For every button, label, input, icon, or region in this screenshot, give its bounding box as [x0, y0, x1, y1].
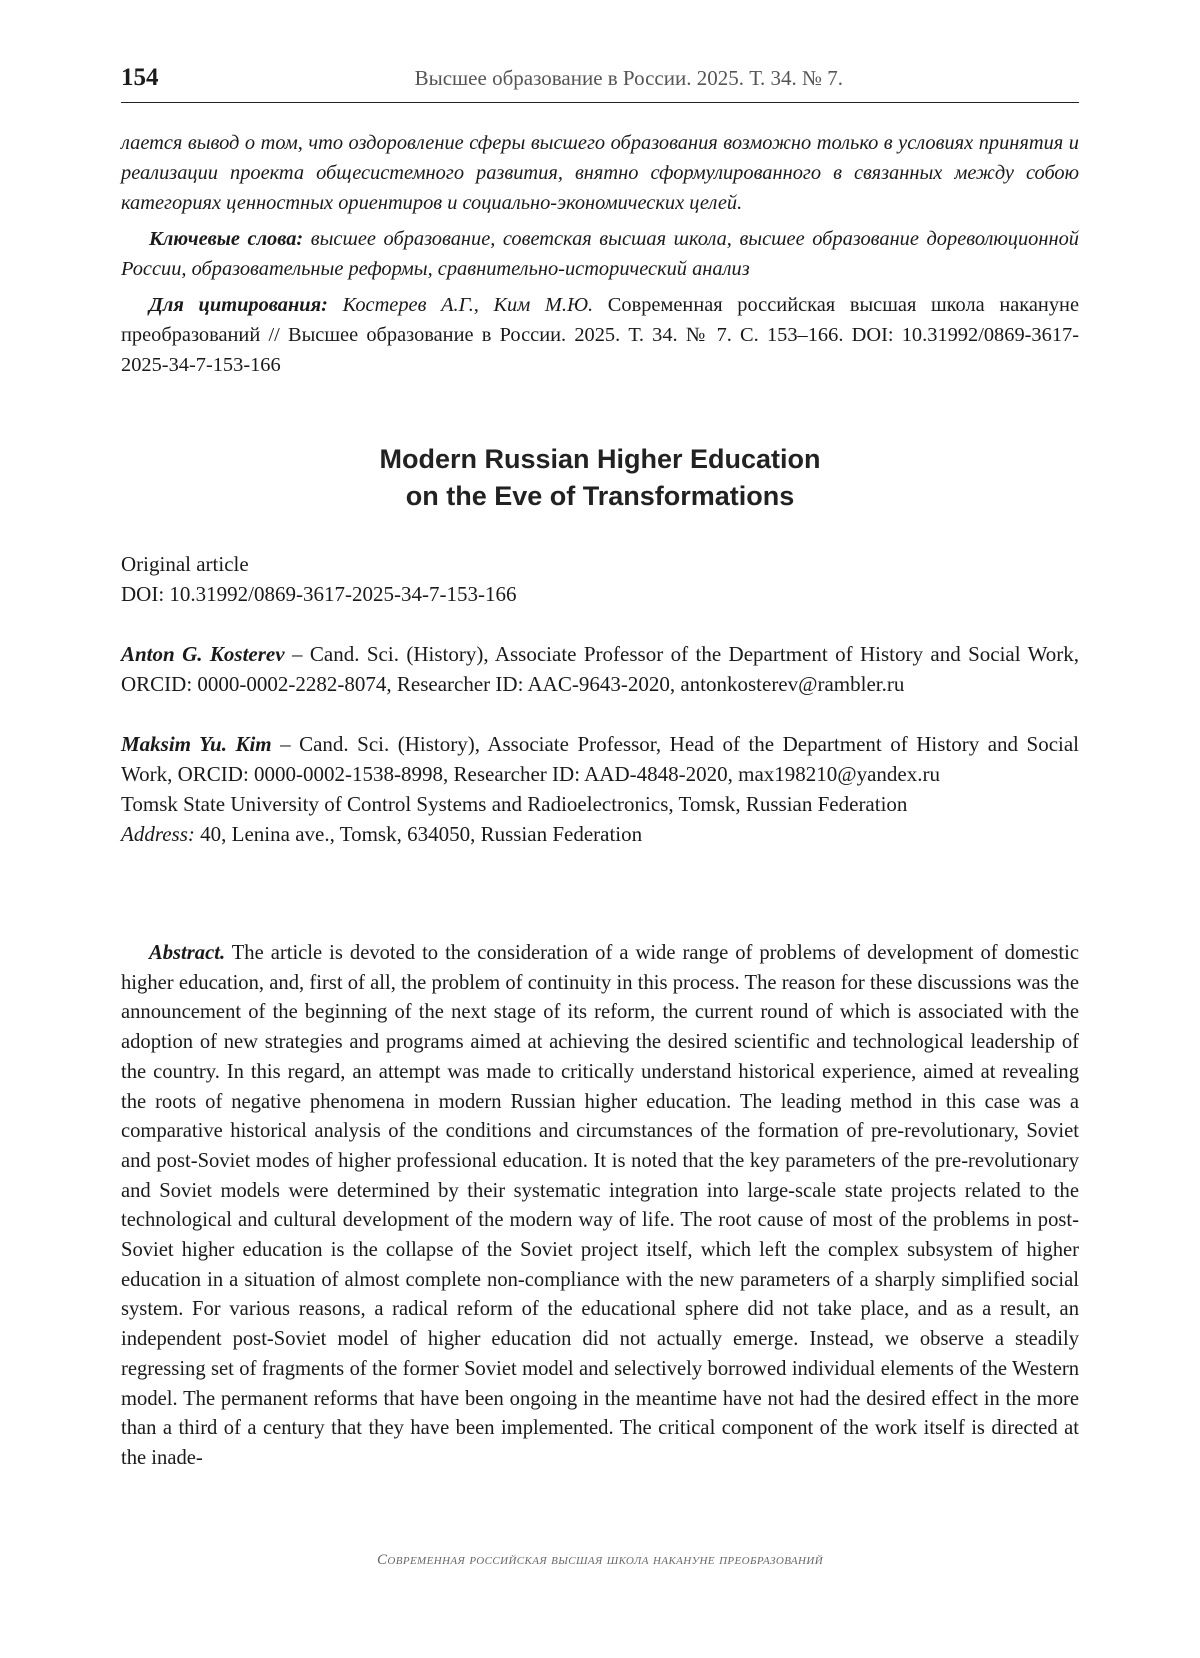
title-line-2: on the Eve of Transformations — [405, 481, 795, 511]
citation-text: Современная российская высшая школа накануне преобразований // Высшее образование в России. 2025. Т. 34. № 7. С. 153–166. DOI: 10.31992/0869-3617-2025-34-7-153-166 — [121, 294, 1079, 376]
citation-label: Для цитирования: — [149, 294, 328, 316]
article-type: Original article — [121, 552, 249, 576]
page-footer-running-title: Современная российская высшая школа накануне преобразований — [376, 1552, 824, 1568]
citation-authors: Костерев А.Г., Ким М.Ю. — [342, 294, 594, 316]
russian-summary — [121, 128, 1079, 380]
address-label: Address: — [121, 822, 195, 846]
author-1-name: Anton G. Kosterev — [121, 642, 285, 666]
author-1 — [121, 639, 1079, 699]
abstract — [121, 939, 1079, 1474]
abstract-text: The article is devoted to the consideration of a wide range of problems of development of domestic higher education, and, first of all, the problem of continuity in this process. The reason for these discussions was the announcement of the beginning of the next stage of its reform, the current round of which is associated with the adoption of new strategies and programs aimed at achieving the desired scientific and technological leadership of the country. In this regard, an attempt was made to critically understand historical experience, aimed at revealing the roots of negative phenomena in modern Russian higher education. The leading method in this case was a comparative historical analysis of the conditions and circumstances of the formation of pre-revolutionary, Soviet and post-Soviet modes of higher professional education. It is noted that the key parameters of the pre-revolutionary and Soviet models were determined by their systematic integration into large-scale state projects related to the technological and cultural development of the modern way of life. The root cause of most of the problems in post-Soviet higher education is the collapse of the Soviet project itself, which left the complex subsystem of higher education in a situation of almost complete non-compliance with the new parameters of a sharply simplified social system. For various reasons, a radical reform of the educational sphere did not take place, and as a result, an independent post-Soviet model of higher education did not actually emerge. Instead, we observe a steadily regressing set of fragments of the former Soviet model and selectively borrowed individual elements of the Western model. The permanent reforms that have been ongoing in the meantime have not had the desired effect in the more than a third of a century that they have been implemented. The critical component of the work itself is directed at the inade- — [121, 942, 1079, 1469]
abstract-paragraph — [121, 939, 1079, 1474]
russian-citation — [121, 290, 1079, 380]
english-title — [121, 441, 1079, 515]
title-line-1: Modern Russian Higher Education — [379, 444, 821, 474]
author-2 — [121, 729, 1079, 789]
author-1-details: – Cand. Sci. (History), Associate Professor of the Department of History and Social Work, ORCID: 0000-0002-2282-8074, Researcher ID: AAC-9643-2020, antonkosterev@rambler.ru — [121, 642, 1079, 696]
keywords-text: высшее образование, советская высшая школа, высшее образование дореволюционной России, образовательные реформы, сравнительно-исторический анализ — [121, 228, 1079, 280]
keywords-label: Ключевые слова: — [149, 228, 304, 250]
article-metadata — [121, 549, 1079, 849]
page-header — [121, 60, 1079, 103]
page-number: 154 — [121, 64, 159, 91]
article-doi: DOI: 10.31992/0869-3617-2025-34-7-153-166 — [121, 582, 517, 606]
affiliation: Tomsk State University of Control Systems and Radioelectronics, Tomsk, Russian Federation — [121, 792, 908, 816]
russian-keywords — [121, 224, 1079, 284]
journal-running-head: Высшее образование в России. 2025. Т. 34. № 7. — [414, 66, 843, 90]
address — [121, 819, 1079, 849]
author-2-name: Maksim Yu. Kim — [121, 732, 272, 756]
journal-page — [121, 0, 1079, 1658]
author-2-details: – Cand. Sci. (History), Associate Professor, Head of the Department of History and Social Work, ORCID: 0000-0002-1538-8998, Researcher ID: AAD-4848-2020, max198210@yandex.ru — [121, 732, 1080, 786]
abstract-label: Abstract. — [149, 942, 226, 964]
russian-conclusion: лается вывод о том, что оздоровление сферы высшего образования возможно только в условиях принятия и реализации проекта общесистемного развития, внятно сформулированного в связанных между собою категориях ценностных ориентиров и социально-экономических целей. — [121, 132, 1079, 214]
address-text: 40, Lenina ave., Tomsk, 634050, Russian Federation — [194, 822, 643, 846]
